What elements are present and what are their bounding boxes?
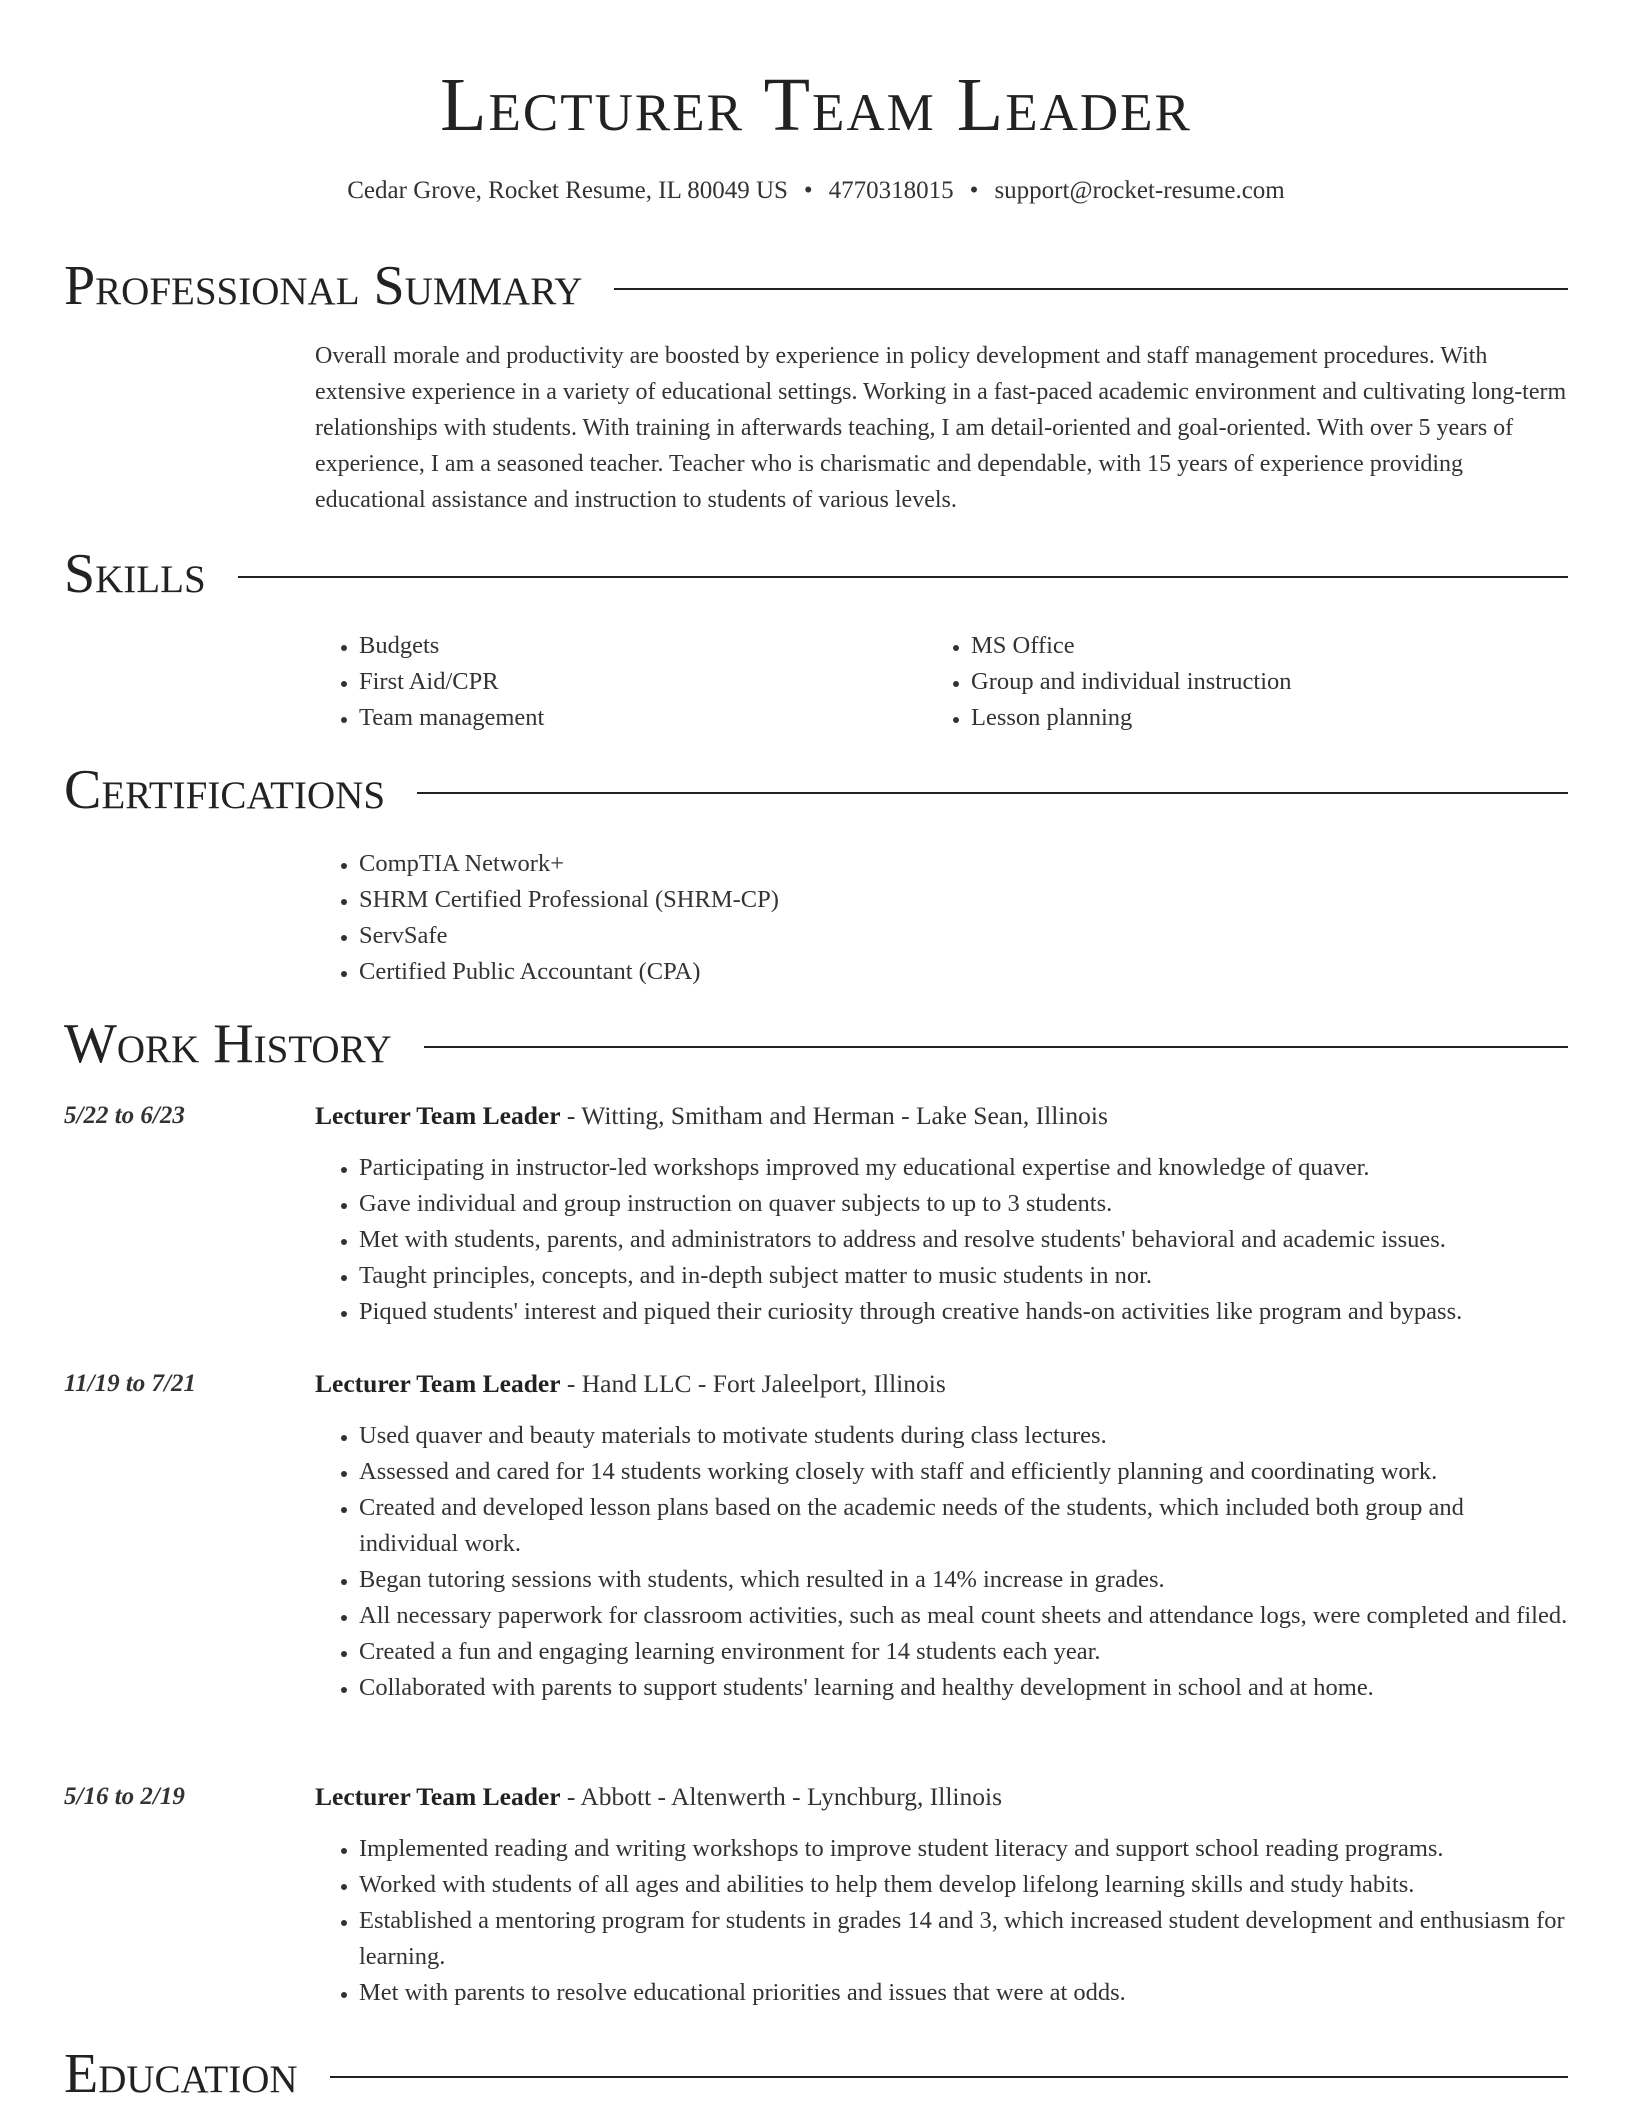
job-bullet: • Began tutoring sessions with students, which resulted in a 14% increase in grades. — [359, 1562, 1568, 1598]
job-bullet: • Assessed and cared for 14 students working closely with staff and efficiently planning and coordinating work. — [359, 1454, 1568, 1490]
skill-item: • Budgets — [359, 628, 544, 664]
job-bullets — [315, 1418, 1568, 1706]
certification-item: • CompTIA Network+ — [359, 846, 779, 882]
job-title: Lecturer Team Leader — [315, 1101, 561, 1130]
job-heading — [315, 1098, 1568, 1134]
skills-column-left — [315, 628, 544, 736]
section-title-skills: Skills — [64, 543, 206, 605]
job-heading — [315, 1366, 1568, 1402]
job-bullet: • Participating in instructor-led workshops improved my educational expertise and knowledge of quaver. — [359, 1150, 1568, 1186]
section-divider — [614, 288, 1568, 290]
job-dates: 5/16 to 2/19 — [64, 1783, 185, 1810]
job-bullet: • Piqued students' interest and piqued their curiosity through creative hands-on activities like program and bypass. — [359, 1294, 1568, 1330]
section-divider — [238, 576, 1568, 578]
section-title-summary: Professional Summary — [64, 255, 583, 317]
job-bullet: • All necessary paperwork for classroom activities, such as meal count sheets and attendance logs, were completed and filed. — [359, 1598, 1568, 1634]
certification-item: • Certified Public Accountant (CPA) — [359, 954, 779, 990]
job-bullet: • Used quaver and beauty materials to motivate students during class lectures. — [359, 1418, 1568, 1454]
education-section-header — [64, 2042, 1568, 2106]
contact-separator: • — [803, 177, 813, 204]
professional-summary-text: Overall morale and productivity are boosted by experience in policy development and staff management procedures. With extensive experience in a variety of educational settings. Working in a fast-paced academic environment and cultivating long-term relationships with students. With training in afterwards teaching, I am detail-oriented and goal-oriented. With over 5 years of experience, I am a seasoned teacher. Teacher who is charismatic and dependable, with 15 years of experience providing educational assistance and instruction to students of various levels. — [315, 343, 1567, 513]
job-bullet: • Implemented reading and writing workshops to improve student literacy and support school reading programs. — [359, 1831, 1568, 1867]
contact-separator: • — [969, 177, 979, 204]
job-bullet: • Created a fun and engaging learning environment for 14 students each year. — [359, 1634, 1568, 1670]
skill-item: • Group and individual instruction — [971, 664, 1292, 700]
job-dates: 11/19 to 7/21 — [64, 1370, 196, 1397]
job-bullet: • Established a mentoring program for students in grades 14 and 3, which increased student development and enthusiasm for learning. — [359, 1903, 1568, 1975]
section-title-work-history: Work History — [64, 1013, 392, 1075]
contact-phone: 4770318015 — [828, 177, 954, 204]
job-bullet: • Met with students, parents, and administrators to address and resolve students' behavioral and academic issues. — [359, 1222, 1568, 1258]
section-divider — [424, 1046, 1568, 1048]
job-bullet: • Gave individual and group instruction on quaver subjects to up to 3 students. — [359, 1186, 1568, 1222]
job-bullets — [315, 1831, 1568, 2011]
job-bullet: • Met with parents to resolve educational priorities and issues that were at odds. — [359, 1975, 1568, 2011]
job-bullet: • Collaborated with parents to support students' learning and healthy development in school and at home. — [359, 1670, 1568, 1706]
section-divider — [417, 792, 1568, 794]
section-divider — [330, 2076, 1568, 2078]
job-company-location: - Hand LLC - Fort Jaleelport, Illinois — [560, 1369, 946, 1398]
skill-item: • First Aid/CPR — [359, 664, 544, 700]
job-bullets — [315, 1150, 1568, 1330]
skills-section-header — [64, 542, 1568, 606]
contact-line — [0, 174, 1632, 208]
job-company-location: - Abbott - Altenwerth - Lynchburg, Illinois — [560, 1782, 1002, 1811]
section-title-certifications: Certifications — [64, 759, 386, 821]
skills-column-right — [927, 628, 1292, 736]
job-title: Lecturer Team Leader — [315, 1782, 561, 1811]
job-dates: 5/22 to 6/23 — [64, 1102, 185, 1129]
work-history-section-header — [64, 1012, 1568, 1076]
job-title: Lecturer Team Leader — [315, 1369, 561, 1398]
candidate-name: Lecturer Team Leader — [440, 63, 1192, 147]
certification-item: • ServSafe — [359, 918, 779, 954]
job-company-location: - Witting, Smitham and Herman - Lake Sean, Illinois — [560, 1101, 1108, 1130]
certifications-section-header — [64, 758, 1568, 822]
skill-item: • Team management — [359, 700, 544, 736]
job-bullet: • Created and developed lesson plans based on the academic needs of the students, which included both group and individual work. — [359, 1490, 1568, 1562]
contact-email[interactable]: support@rocket-resume.com — [994, 177, 1285, 204]
contact-address: Cedar Grove, Rocket Resume, IL 80049 US — [347, 177, 788, 204]
certifications-list — [315, 846, 779, 990]
section-title-education: Education — [64, 2043, 298, 2105]
skill-item: • Lesson planning — [971, 700, 1292, 736]
job-heading — [315, 1779, 1568, 1815]
job-bullet: • Taught principles, concepts, and in-depth subject matter to music students in nor. — [359, 1258, 1568, 1294]
skill-item: • MS Office — [971, 628, 1292, 664]
summary-section-header — [64, 254, 1568, 318]
certification-item: • SHRM Certified Professional (SHRM-CP) — [359, 882, 779, 918]
job-bullet: • Worked with students of all ages and abilities to help them develop lifelong learning skills and study habits. — [359, 1867, 1568, 1903]
